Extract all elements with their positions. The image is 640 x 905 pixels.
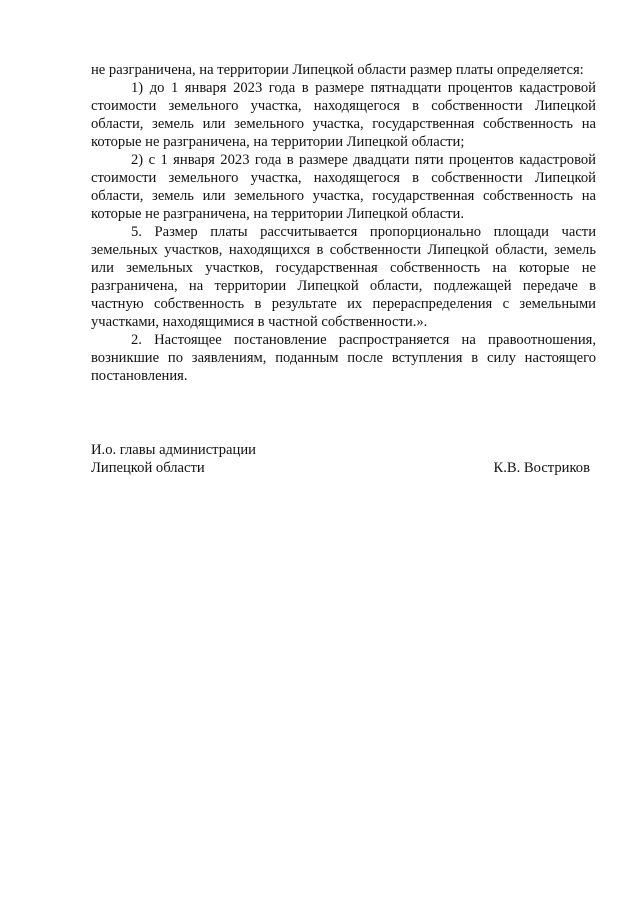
paragraph-section-2: 2. Настоящее постановление распространяется на правоотношения, возникшие по заявлениям, поданным после вступления в силу настоящего постановления. <box>91 332 596 384</box>
document-body <box>91 61 596 385</box>
signatory-name: К.В. Востриков <box>493 460 590 476</box>
signature-block <box>91 441 596 477</box>
paragraph-item-1: 1) до 1 января 2023 года в размере пятнадцати процентов кадастровой стоимости земельного участка, находящегося в собственности Липецкой области, земель или земельного участка, государственная собственность на которые не разграничена, на территории Липецкой области; <box>91 80 596 150</box>
paragraph-item-2: 2) с 1 января 2023 года в размере двадцати пяти процентов кадастровой стоимости земельного участка, находящегося в собственности Липецкой области, земель или земельного участка, государственная собственность на которые не разграничена, на территории Липецкой области. <box>91 152 596 222</box>
paragraph-continuation: не разграничена, на территории Липецкой области размер платы определяется: <box>91 62 584 78</box>
signatory-position: И.о. главы администрации <box>91 442 256 458</box>
paragraph-clause-5: 5. Размер платы рассчитывается пропорционально площади части земельных участков, находящихся в собственности Липецкой области, земель или земельных участков, государственная собственность на которые не разграничена, на территории Липецкой области, подлежащей передаче в частную собственность в результате их перераспределения с земельными участками, находящимися в частной собственности.». <box>91 224 596 330</box>
signatory-organization: Липецкой области <box>91 460 205 476</box>
signature-row <box>91 459 596 477</box>
